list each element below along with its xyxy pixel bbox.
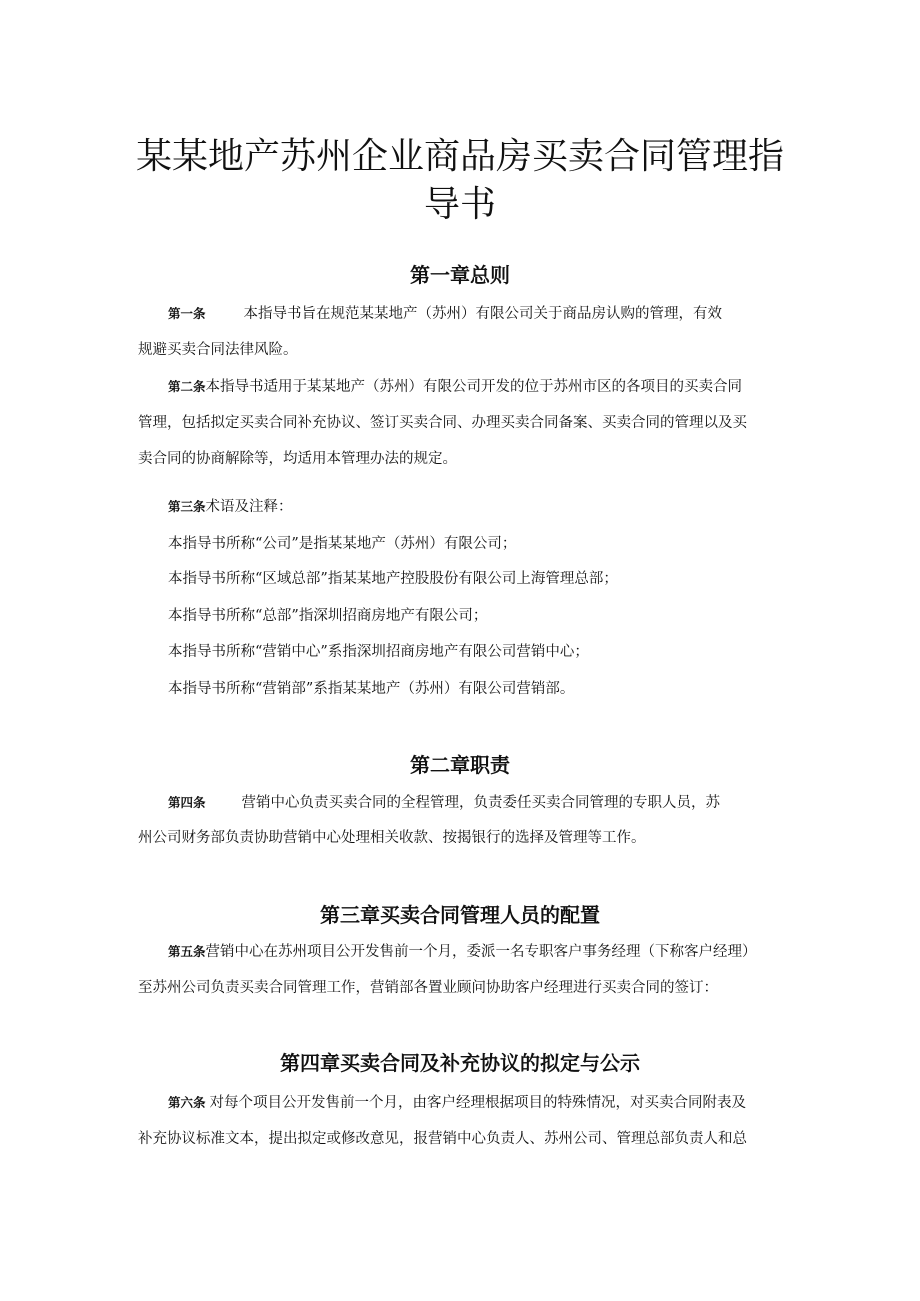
article-4-line-1 — [168, 791, 720, 812]
chapter-2-heading: 第二章职责 — [410, 753, 510, 777]
article-5-label: 第五条 — [168, 944, 206, 959]
article-1-line-2: 规避买卖合同法律风险。 — [138, 342, 298, 358]
article-1-line-1 — [168, 302, 722, 323]
article-4-label: 第四条 — [168, 795, 206, 810]
chapter-3-heading: 第三章买卖合同管理人员的配置 — [320, 903, 600, 927]
article-3-item: 本指导书所称“区域总部”指某某地产控股股份有限公司上海管理总部； — [168, 571, 618, 587]
article-2-label: 第二条 — [168, 379, 206, 394]
chapter-4-heading: 第四章买卖合同及补充协议的拟定与公示 — [280, 1051, 640, 1075]
article-2-line-1 — [168, 375, 742, 396]
article-3-label: 第三条 — [168, 499, 206, 514]
article-3-item: 本指导书所称“公司”是指某某地产（苏州）有限公司； — [168, 536, 517, 552]
article-6-label: 第六条 — [168, 1095, 206, 1110]
chapter-1-heading: 第一章总则 — [410, 263, 510, 287]
article-6-line-2: 补充协议标准文本，提出拟定或修改意见，报营销中心负责人、苏州公司、管理总部负责人和总 — [138, 1131, 747, 1147]
article-3-item: 本指导书所称“营销中心”系指深圳招商房地产有限公司营销中心； — [168, 644, 589, 660]
article-2-line-2: 管理，包括拟定买卖合同补充协议、签订买卖合同、办理买卖合同备案、买卖合同的管理以及买 — [138, 415, 747, 431]
article-4-line-2: 州公司财务部负责协助营销中心处理相关收款、按揭银行的选择及管理等工作。 — [138, 830, 646, 846]
document-title-line-2: 导书 — [423, 184, 496, 225]
article-3-item: 本指导书所称“总部”指深圳招商房地产有限公司； — [168, 608, 488, 624]
article-3-item: 本指导书所称“营销部”系指某某地产（苏州）有限公司营销部。 — [168, 681, 575, 697]
article-1-label: 第一条 — [168, 306, 206, 321]
article-5-line-1 — [168, 940, 757, 961]
article-6-line-1 — [168, 1091, 746, 1112]
article-6-text-1: 对每个项目公开发售前一个月，由客户经理根据项目的特殊情况，对买卖合同附表及 — [209, 1095, 747, 1111]
article-1-text-1: 本指导书旨在规范某某地产（苏州）有限公司关于商品房认购的管理，有效 — [243, 306, 723, 322]
article-2-text-1: 本指导书适用于某某地产（苏州）有限公司开发的位于苏州市区的各项目的买卖合同 — [205, 379, 743, 395]
article-5-line-2: 至苏州公司负责买卖合同管理工作，营销部各置业顾问协助客户经理进行买卖合同的签订： — [138, 980, 718, 996]
article-3-line-1 — [168, 495, 293, 516]
article-4-text-1: 营销中心负责买卖合同的全程管理，负责委任买卖合同管理的专职人员，苏 — [241, 795, 721, 811]
article-3-heading: 术语及注释： — [205, 499, 293, 515]
document-title-line-1: 某某地产苏州企业商品房买卖合同管理指 — [135, 136, 784, 177]
article-2-line-3: 卖合同的协商解除等，均适用本管理办法的规定。 — [138, 451, 457, 467]
article-5-text-1: 营销中心在苏州项目公开发售前一个月，委派一名专职客户事务经理（下称客户经理） — [205, 944, 757, 960]
